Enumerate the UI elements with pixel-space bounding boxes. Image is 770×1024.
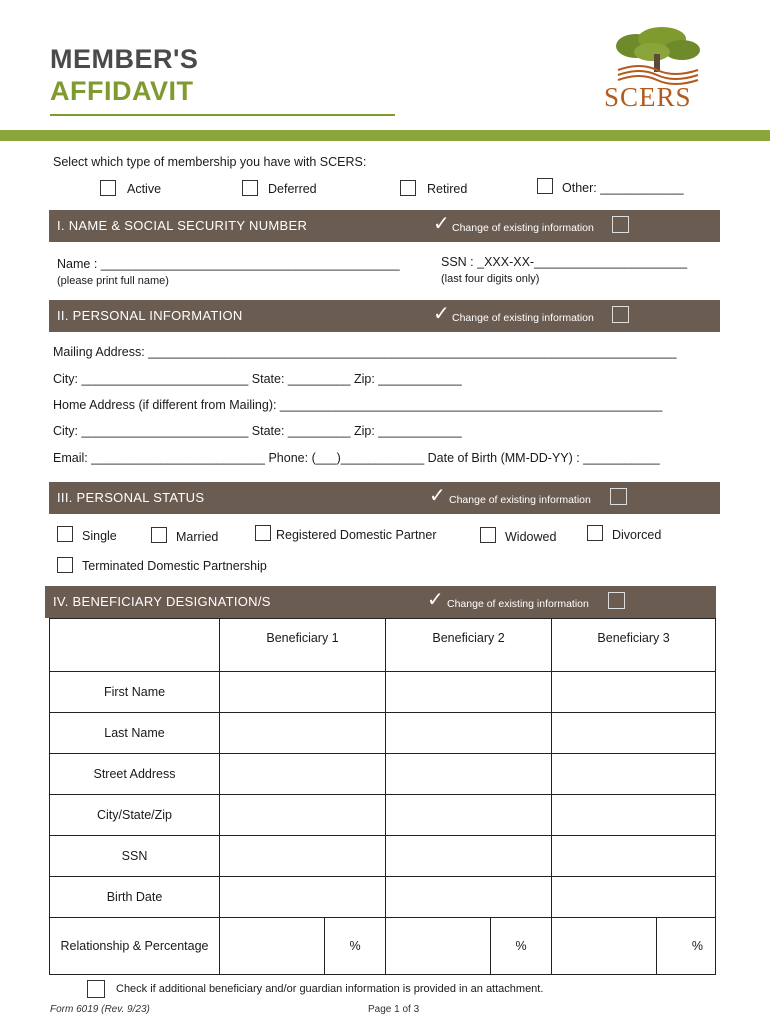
beneficiary-1-first-name-cell[interactable]: [220, 672, 386, 713]
row-label: SSN: [50, 836, 220, 877]
beneficiary-2-last-name-cell[interactable]: [386, 713, 552, 754]
form-id: Form 6019 (Rev. 9/23): [50, 1004, 150, 1015]
name-field[interactable]: Name : ___________________________________________: [57, 257, 400, 271]
change-info-checkbox-4[interactable]: [608, 592, 625, 609]
checkmark-icon: ✓: [427, 589, 444, 611]
attachment-checkbox[interactable]: [87, 980, 105, 998]
beneficiary-3-relationship-cell[interactable]: [552, 918, 657, 975]
row-label: First Name: [50, 672, 220, 713]
beneficiary-1-last-name-cell[interactable]: [220, 713, 386, 754]
active-label: Active: [127, 182, 162, 196]
email-phone-dob-field[interactable]: Email: _________________________ Phone: (___)____________ Date of Birth (MM-DD-YY) : ___________: [53, 451, 660, 465]
beneficiary-3-city-cell[interactable]: [552, 795, 716, 836]
beneficiary-3-first-name-cell[interactable]: [552, 672, 716, 713]
beneficiary-1-percent-cell[interactable]: %: [325, 918, 386, 975]
beneficiary-2-first-name-cell[interactable]: [386, 672, 552, 713]
attachment-note: Check if additional beneficiary and/or guardian information is provided in an attachment.: [116, 983, 544, 995]
title-underline: [50, 114, 395, 116]
change-info-checkbox-2[interactable]: [612, 306, 629, 323]
row-label: Relationship & Percentage: [50, 918, 220, 975]
section-4-title: IV. BENEFICIARY DESIGNATION/S: [53, 594, 271, 609]
beneficiary-table: [49, 618, 716, 975]
beneficiary-2-percent-cell[interactable]: %: [491, 918, 552, 975]
beneficiary-1-relationship-cell[interactable]: [220, 918, 325, 975]
change-info-checkbox-1[interactable]: [612, 216, 629, 233]
change-info-label: Change of existing information: [452, 312, 594, 324]
table-row: [50, 672, 716, 713]
table-row: [50, 836, 716, 877]
home-address-field[interactable]: Home Address (if different from Mailing): _______________________________________________________: [53, 398, 663, 412]
single-checkbox[interactable]: [57, 526, 73, 542]
deferred-checkbox[interactable]: [242, 180, 258, 196]
beneficiary-2-city-cell[interactable]: [386, 795, 552, 836]
title-line-1: MEMBER'S: [50, 44, 199, 74]
active-checkbox[interactable]: [100, 180, 116, 196]
row-label: Birth Date: [50, 877, 220, 918]
table-corner-cell: [50, 619, 220, 672]
checkmark-icon: ✓: [429, 485, 446, 507]
mailing-city-state-zip-field[interactable]: City: ________________________ State: _________ Zip: ____________: [53, 372, 462, 386]
table-row: [50, 918, 716, 975]
beneficiary-2-street-cell[interactable]: [386, 754, 552, 795]
deferred-label: Deferred: [268, 182, 317, 196]
retired-checkbox[interactable]: [400, 180, 416, 196]
registered-domestic-partner-checkbox[interactable]: [255, 525, 271, 541]
change-info-label: Change of existing information: [449, 494, 591, 506]
terminated-domestic-partnership-checkbox[interactable]: [57, 557, 73, 573]
retired-label: Retired: [427, 182, 468, 196]
divorced-label: Divorced: [612, 528, 662, 542]
beneficiary-1-ssn-cell[interactable]: [220, 836, 386, 877]
page-number: Page 1 of 3: [368, 1004, 420, 1015]
table-row: [50, 713, 716, 754]
column-header-beneficiary-2: Beneficiary 2: [386, 619, 552, 672]
row-label: Last Name: [50, 713, 220, 754]
section-3-header: [49, 482, 720, 514]
table-row: [50, 754, 716, 795]
beneficiary-3-birth-date-cell[interactable]: [552, 877, 716, 918]
widowed-label: Widowed: [505, 530, 557, 544]
beneficiary-2-ssn-cell[interactable]: [386, 836, 552, 877]
married-label: Married: [176, 530, 219, 544]
section-3-title: III. PERSONAL STATUS: [57, 490, 205, 505]
section-1-header: [49, 210, 720, 242]
other-field[interactable]: Other: ____________: [562, 181, 684, 195]
name-note: (please print full name): [57, 275, 169, 287]
column-header-beneficiary-3: Beneficiary 3: [552, 619, 716, 672]
terminated-domestic-partnership-label: Terminated Domestic Partnership: [82, 559, 267, 573]
widowed-checkbox[interactable]: [480, 527, 496, 543]
beneficiary-1-city-cell[interactable]: [220, 795, 386, 836]
checkmark-icon: ✓: [433, 303, 450, 325]
title-line-2: AFFIDAVIT: [50, 76, 194, 106]
column-header-beneficiary-1: Beneficiary 1: [220, 619, 386, 672]
change-info-label: Change of existing information: [447, 598, 589, 610]
section-2-title: II. PERSONAL INFORMATION: [57, 308, 243, 323]
header-green-band: [0, 130, 770, 141]
section-2-header: [49, 300, 720, 332]
single-label: Single: [82, 529, 117, 543]
beneficiary-1-birth-date-cell[interactable]: [220, 877, 386, 918]
beneficiary-2-relationship-cell[interactable]: [386, 918, 491, 975]
beneficiary-1-street-cell[interactable]: [220, 754, 386, 795]
section-1-title: I. NAME & SOCIAL SECURITY NUMBER: [57, 218, 308, 233]
beneficiary-3-street-cell[interactable]: [552, 754, 716, 795]
beneficiary-3-ssn-cell[interactable]: [552, 836, 716, 877]
other-checkbox[interactable]: [537, 178, 553, 194]
checkmark-icon: ✓: [433, 213, 450, 235]
section-4-header: [45, 586, 716, 618]
home-city-state-zip-field[interactable]: City: ________________________ State: _________ Zip: ____________: [53, 424, 462, 438]
table-header-row: [50, 619, 716, 672]
beneficiary-3-last-name-cell[interactable]: [552, 713, 716, 754]
change-info-label: Change of existing information: [452, 222, 594, 234]
ssn-note: (last four digits only): [441, 273, 540, 285]
row-label: City/State/Zip: [50, 795, 220, 836]
married-checkbox[interactable]: [151, 527, 167, 543]
table-row: [50, 795, 716, 836]
beneficiary-3-percent-cell[interactable]: %: [657, 918, 716, 975]
ssn-field[interactable]: SSN : _XXX-XX-______________________: [441, 255, 688, 269]
row-label: Street Address: [50, 754, 220, 795]
membership-prompt: Select which type of membership you have with SCERS:: [53, 155, 367, 169]
registered-domestic-partner-label: Registered Domestic Partner: [276, 528, 437, 542]
change-info-checkbox-3[interactable]: [610, 488, 627, 505]
scers-logo-text: SCERS: [604, 82, 692, 112]
divorced-checkbox[interactable]: [587, 525, 603, 541]
beneficiary-2-birth-date-cell[interactable]: [386, 877, 552, 918]
mailing-address-field[interactable]: Mailing Address: ____________________________________________________________________________: [53, 345, 677, 359]
table-row: [50, 877, 716, 918]
